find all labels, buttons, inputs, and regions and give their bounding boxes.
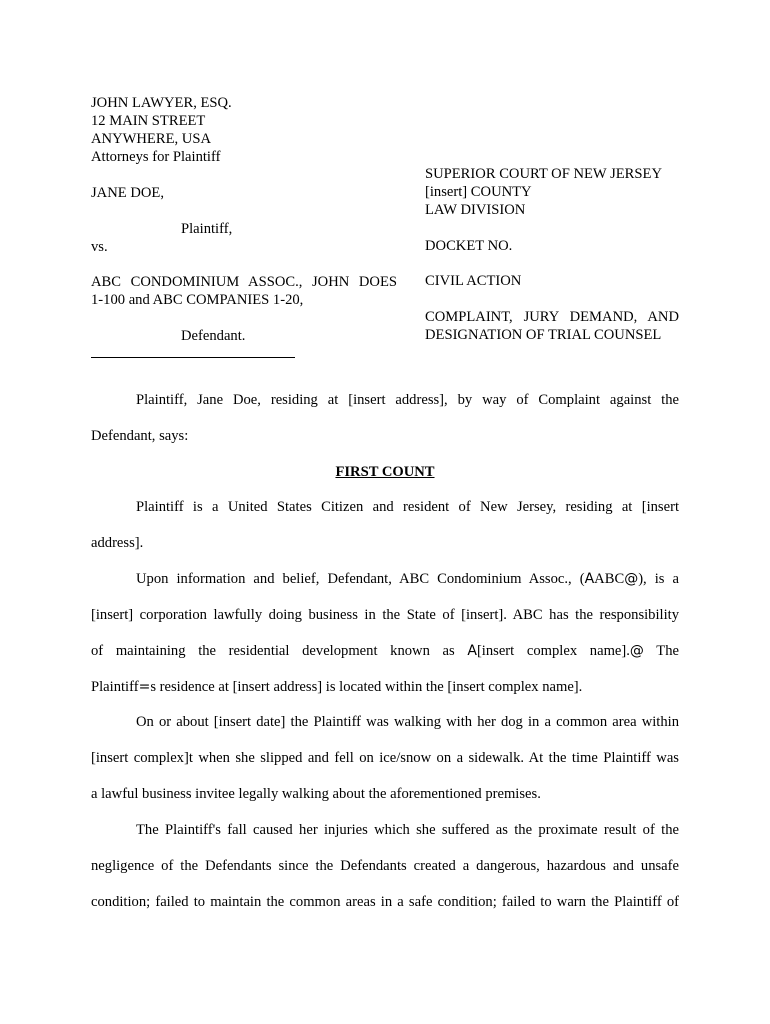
defendants-line-1: ABC CONDOMINIUM ASSOC., JOHN DOES [91, 274, 397, 290]
versus: vs. [91, 239, 108, 255]
p2-line-4-sym: = [138, 679, 151, 695]
court-division: LAW DIVISION [425, 202, 526, 218]
intro-line-1: Plaintiff, Jane Doe, residing at [insert address], by way of Complaint against the [136, 392, 679, 408]
p4-line-3: condition; failed to maintain the common areas in a safe condition; failed to warn the Plaintiff of [91, 894, 679, 910]
p2-line-3-sym2: @ [629, 643, 644, 659]
defendants-line-2: 1-100 and ABC COMPANIES 1-20, [91, 292, 304, 308]
caption-divider [91, 357, 295, 358]
p3-line-1: On or about [insert date] the Plaintiff was walking with her dog in a common area within [136, 714, 679, 730]
p2-line-4 [91, 678, 679, 696]
plaintiff-name: JANE DOE, [91, 185, 164, 201]
p2-line-1-sym: A [584, 571, 595, 587]
document-title-line-1: COMPLAINT, JURY DEMAND, AND [425, 309, 679, 325]
plaintiff-label: Plaintiff, [181, 221, 233, 237]
p2-line-3-c: The [643, 643, 679, 659]
p4-line-1: The Plaintiff's fall caused her injuries which she suffered as the proximate result of the [136, 822, 679, 838]
attorney-street: 12 MAIN STREET [91, 113, 206, 129]
p2-line-3-b: [insert complex name]. [476, 643, 630, 659]
p2-line-1-sym2: @ [624, 571, 639, 587]
p2-line-3-a: of maintaining the residential development known as [91, 643, 468, 659]
intro-line-2: Defendant, says: [91, 428, 189, 444]
court-name: SUPERIOR COURT OF NEW JERSEY [425, 166, 662, 182]
first-count-heading: FIRST COUNT [335, 464, 435, 480]
attorney-name: JOHN LAWYER, ESQ. [91, 95, 232, 111]
p2-line-1 [91, 570, 679, 588]
defendant-label: Defendant. [181, 328, 246, 344]
p2-line-2: [insert] corporation lawfully doing business in the State of [insert]. ABC has the responsibility [91, 607, 679, 623]
p2-line-4-b: s residence at [insert address] is located within the [insert complex name]. [150, 679, 583, 695]
docket-number: DOCKET NO. [425, 238, 513, 254]
p3-line-3: a lawful business invitee legally walking about the aforementioned premises. [91, 786, 541, 802]
attorney-city: ANYWHERE, USA [91, 131, 211, 147]
p1-line-2: address]. [91, 535, 144, 551]
p2-line-1-b: ABC [594, 571, 625, 587]
document-title-line-2: DESIGNATION OF TRIAL COUNSEL [425, 327, 662, 343]
attorney-role: Attorneys for Plaintiff [91, 149, 221, 165]
p2-line-3 [91, 642, 679, 660]
p2-line-4-a: Plaintiff [91, 679, 139, 695]
p1-line-1: Plaintiff is a United States Citizen and resident of New Jersey, residing at [insert [136, 499, 679, 515]
p3-line-2: [insert complex]t when she slipped and fell on ice/snow on a sidewalk. At the time Plaintiff was [91, 750, 679, 766]
p4-line-2: negligence of the Defendants since the Defendants created a dangerous, hazardous and unsafe [91, 858, 679, 874]
civil-action: CIVIL ACTION [425, 273, 522, 289]
p2-line-1-a: Upon information and belief, Defendant, ABC Condominium Assoc., ( [136, 571, 585, 587]
p2-line-3-sym: A [467, 643, 477, 659]
p2-line-1-c: ), is a [638, 571, 679, 587]
court-county: [insert] COUNTY [425, 184, 532, 200]
